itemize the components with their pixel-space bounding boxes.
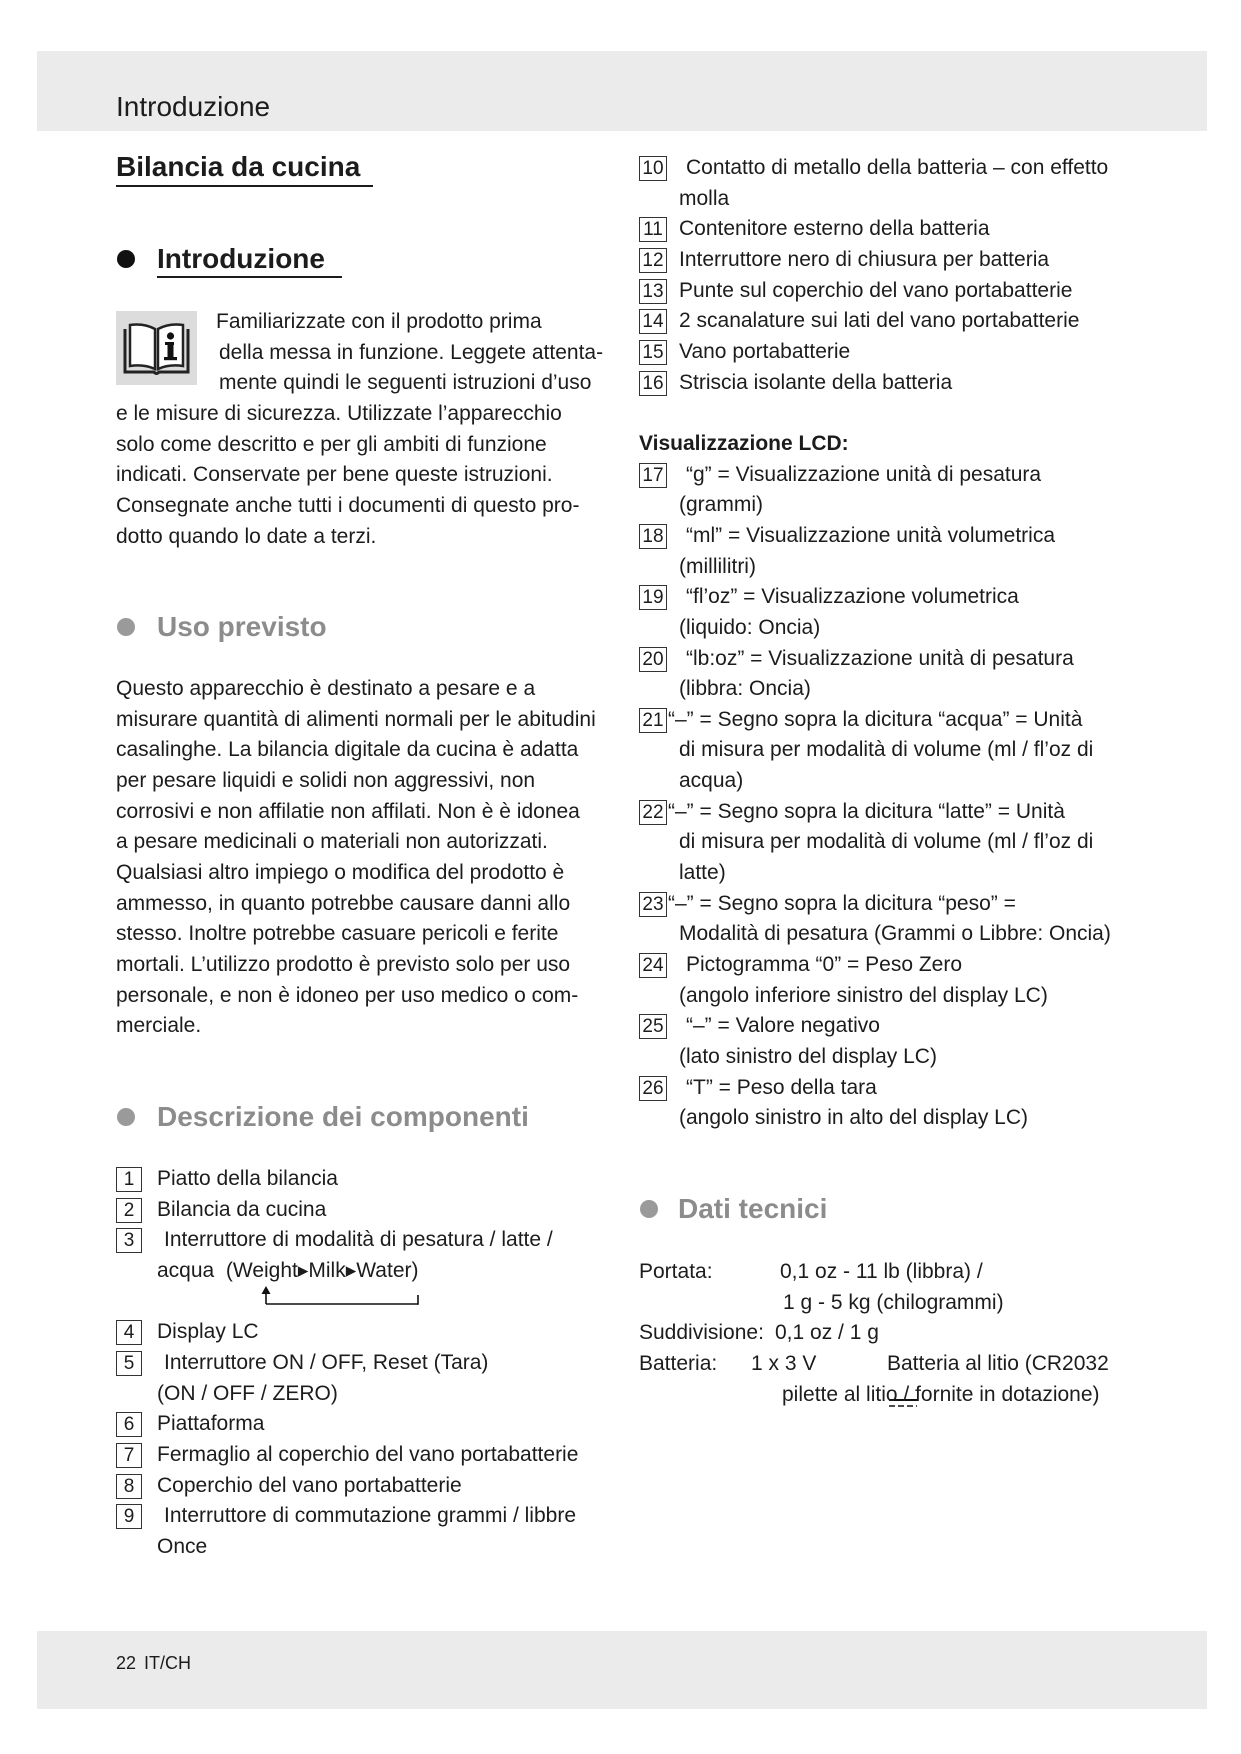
item-text: Interruttore ON / OFF, Reset (Tara) <box>164 1350 489 1374</box>
item-number-box: 18 <box>639 524 667 549</box>
lcd-item-17 <box>639 460 1199 521</box>
uso-line: a pesare medicinali o materiali non autorizzati. <box>116 830 548 854</box>
item-text: “fl’oz” = Visualizzazione volumetrica <box>686 585 1019 609</box>
item-number-box: 12 <box>639 248 667 273</box>
tech-row-portata <box>639 1257 1199 1288</box>
bullet-icon <box>117 1108 135 1126</box>
item-text: (liquido: Oncia) <box>679 615 821 639</box>
tech-row-batteria <box>639 1349 1199 1380</box>
item-text: Coperchio del vano portabatterie <box>157 1473 462 1497</box>
component-item-5 <box>116 1348 626 1409</box>
item-number-box: 21 <box>639 708 667 733</box>
item-number-box: 4 <box>116 1320 142 1345</box>
intro-line: e le misure di sicurezza. Utilizzate l’apparecchio <box>116 401 562 425</box>
lcd-item-23 <box>639 889 1199 950</box>
uso-line: ammesso, in quanto potrebbe causare danni allo <box>116 891 571 915</box>
lcd-item-22 <box>639 797 1199 889</box>
tech-value: 0,1 oz / 1 g <box>775 1321 879 1345</box>
item-number-box: 22 <box>639 800 667 825</box>
item-text: di misura per modalità di volume (ml / fl’oz di <box>679 738 1094 762</box>
uso-paragraph <box>116 674 626 1042</box>
lcd-item-18 <box>639 521 1199 582</box>
uso-line: corrosivi e non affilatie non affilati. Non è è idonea <box>116 799 580 823</box>
intro-line: solo come descritto e per gli ambiti di funzione <box>116 432 547 456</box>
tech-value-type: Batteria al litio (CR2032 <box>887 1351 1109 1375</box>
lcd-heading: Visualizzazione LCD: <box>639 431 849 455</box>
item-text: (libbra: Oncia) <box>679 677 811 701</box>
section-underline <box>157 276 342 278</box>
item-text: Striscia isolante della batteria <box>679 370 953 394</box>
component-item-11 <box>639 214 1199 245</box>
item-text: Contatto di metallo della batteria – con effetto <box>686 156 1109 179</box>
intro-line: Consegnate anche tutti i documenti di questo pro- <box>116 493 580 517</box>
uso-line: personale, e non è idoneo per uso medico o com- <box>116 983 579 1007</box>
component-item-1 <box>116 1164 626 1195</box>
item-text: “lb:oz” = Visualizzazione unità di pesatura <box>686 646 1074 670</box>
item-number-box: 17 <box>639 463 667 488</box>
document-title: Bilancia da cucina <box>116 151 361 182</box>
uso-line: casalinghe. La bilancia digitale da cucina è adatta <box>116 738 579 762</box>
item-number-box: 15 <box>639 340 667 365</box>
component-item-10 <box>639 153 1199 214</box>
component-item-2 <box>116 1195 626 1226</box>
item-number-box: 9 <box>116 1504 142 1529</box>
item-number-box: 8 <box>116 1474 142 1499</box>
item-text: (grammi) <box>679 493 763 517</box>
item-text: Modalità di pesatura (Grammi o Libbre: Oncia) <box>679 922 1111 946</box>
tech-value: 1 g - 5 kg (chilogrammi) <box>783 1290 1004 1314</box>
bullet-icon <box>640 1200 658 1218</box>
lcd-item-21 <box>639 705 1199 797</box>
component-item-14 <box>639 306 1199 337</box>
item-number-box: 14 <box>639 309 667 334</box>
bullet-icon <box>117 250 135 268</box>
item-number-box: 3 <box>116 1228 142 1253</box>
tech-label: Suddivisione: <box>639 1321 764 1345</box>
bullet-icon <box>117 618 135 636</box>
tech-row-portata-cont <box>639 1288 1199 1319</box>
item-text: (ON / OFF / ZERO) <box>157 1381 338 1405</box>
tech-value: 0,1 oz - 11 lb (libbra) / <box>780 1260 983 1283</box>
intro-line: Familiarizzate con il prodotto prima <box>216 310 542 333</box>
section-heading-uso-previsto: Uso previsto <box>157 611 327 642</box>
lcd-item-20 <box>639 644 1199 705</box>
intro-line: indicati. Conservate per bene queste istruzioni. <box>116 463 553 487</box>
item-text: (millilitri) <box>679 554 756 578</box>
lcd-item-25 <box>639 1011 1199 1072</box>
item-number-box: 24 <box>639 953 667 978</box>
component-item-8 <box>116 1471 626 1502</box>
tech-row-suddivisione <box>639 1318 1199 1349</box>
item-text: “g” = Visualizzazione unità di pesatura <box>686 462 1042 486</box>
item-text: “–” = Segno sopra la dicitura “acqua” = Unità <box>668 707 1083 731</box>
item-text: “T” = Peso della tara <box>686 1075 877 1099</box>
uso-line: Qualsiasi altro impiego o modifica del prodotto è <box>116 860 565 884</box>
lcd-item-26 <box>639 1073 1199 1134</box>
tech-row-batteria-cont <box>639 1380 1199 1411</box>
component-item-9 <box>116 1501 626 1562</box>
uso-line: mortali. L’utilizzo prodotto è previsto solo per uso <box>116 952 571 976</box>
component-item-12 <box>639 245 1199 276</box>
item-text: “ml” = Visualizzazione unità volumetrica <box>686 523 1056 547</box>
uso-line: per pesare liquidi e solidi non aggressivi, non <box>116 768 536 792</box>
lcd-item-19 <box>639 582 1199 643</box>
dc-symbol-icon <box>854 1358 882 1370</box>
component-item-4 <box>116 1317 626 1348</box>
page-number: 22 <box>116 1653 137 1673</box>
uso-line: Questo apparecchio è destinato a pesare e a <box>116 677 536 700</box>
component-item-13 <box>639 276 1199 307</box>
tech-label: Portata: <box>639 1260 713 1283</box>
item-text: Bilancia da cucina <box>157 1197 327 1221</box>
component-item-16 <box>639 368 1199 399</box>
intro-line: della messa in funzione. Leggete attenta- <box>219 340 604 364</box>
item-text: Interruttore di commutazione grammi / libbre <box>164 1504 576 1528</box>
item-number-box: 13 <box>639 279 667 304</box>
item-text: “–” = Segno sopra la dicitura “latte” = Unità <box>668 799 1065 823</box>
locale-label: IT/CH <box>144 1653 191 1673</box>
item-text: Contenitore esterno della batteria <box>679 217 990 241</box>
item-number-box: 6 <box>116 1412 142 1437</box>
item-text: acqua (Weight▸Milk▸Water) <box>157 1258 419 1282</box>
component-item-7 <box>116 1440 626 1471</box>
item-number-box: 20 <box>639 647 667 672</box>
item-text: (angolo inferiore sinistro del display LC) <box>679 983 1048 1007</box>
intro-line: mente quindi le seguenti istruzioni d’uso <box>219 371 592 395</box>
title-underline <box>116 185 373 187</box>
item-text: Interruttore di modalità di pesatura / latte / <box>164 1228 553 1252</box>
component-list-left <box>116 1164 626 1563</box>
uso-line: stesso. Inoltre potrebbe casuare pericoli e ferite <box>116 922 559 946</box>
item-text: acqua) <box>679 769 744 793</box>
component-item-6 <box>116 1409 626 1440</box>
item-number-box: 1 <box>116 1167 142 1192</box>
lcd-item-24 <box>639 950 1199 1011</box>
item-text: Vano portabatterie <box>679 339 851 363</box>
item-text: Once <box>157 1534 208 1558</box>
intro-line: dotto quando lo date a terzi. <box>116 524 377 548</box>
item-text: di misura per modalità di volume (ml / fl’oz di <box>679 830 1094 854</box>
item-number-box: 25 <box>639 1014 667 1039</box>
item-text: “–” = Segno sopra la dicitura “peso” = <box>668 891 1016 915</box>
section-heading-descrizione: Descrizione dei componenti <box>157 1101 529 1132</box>
item-text: “–” = Valore negativo <box>686 1014 880 1038</box>
component-list-right <box>639 153 1199 1134</box>
item-number-box: 5 <box>116 1351 142 1376</box>
component-item-15 <box>639 337 1199 368</box>
item-text: Piattaforma <box>157 1412 265 1436</box>
item-text: (angolo sinistro in alto del display LC) <box>679 1106 1029 1130</box>
page-header-title: Introduzione <box>116 91 271 122</box>
item-text: Interruttore nero di chiusura per batteria <box>679 247 1050 271</box>
item-number-box: 16 <box>639 371 667 396</box>
item-number-box: 23 <box>639 892 667 917</box>
tech-label: Batteria: <box>639 1351 718 1375</box>
item-text: Display LC <box>157 1320 259 1344</box>
item-number-box: 7 <box>116 1443 142 1468</box>
tech-value-voltage: 1 x 3 V <box>751 1351 817 1375</box>
item-text: 2 scanalature sui lati del vano portabatterie <box>679 309 1080 333</box>
tech-value: pilette al litio / fornite in dotazione) <box>782 1382 1100 1406</box>
intro-paragraph <box>116 307 626 552</box>
item-number-box: 19 <box>639 585 667 610</box>
item-text: Piatto della bilancia <box>157 1167 338 1190</box>
tech-data-table <box>639 1257 1199 1410</box>
item-text: latte) <box>679 861 726 885</box>
item-number-box: 10 <box>639 156 667 181</box>
section-heading-dati-tecnici: Dati tecnici <box>678 1193 828 1224</box>
uso-line: misurare quantità di alimenti normali per le abitudini <box>116 707 596 731</box>
item-number-box: 11 <box>639 217 667 242</box>
item-text: molla <box>679 186 730 210</box>
item-text: Punte sul coperchio del vano portabatterie <box>679 278 1073 302</box>
uso-line: merciale. <box>116 1014 202 1038</box>
footer-band <box>37 1631 1207 1709</box>
item-text: (lato sinistro del display LC) <box>679 1045 937 1069</box>
item-number-box: 26 <box>639 1076 667 1101</box>
cycle-arrow-icon <box>258 1285 428 1309</box>
item-number-box: 2 <box>116 1198 142 1223</box>
section-heading-introduzione: Introduzione <box>157 243 325 274</box>
item-text: Pictogramma “0” = Peso Zero <box>686 953 963 977</box>
list-spacer <box>639 398 1199 429</box>
item-text: Fermaglio al coperchio del vano portabatterie <box>157 1442 579 1466</box>
